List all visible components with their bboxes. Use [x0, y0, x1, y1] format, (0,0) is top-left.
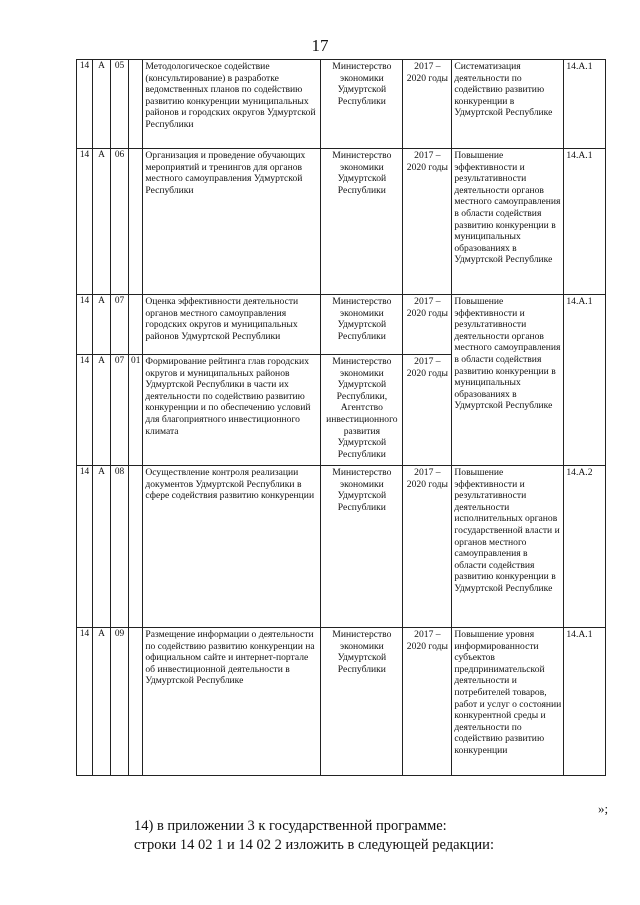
executor-cell: Министерство экономики Удмуртской Республики, Агентство инвестиционного развития Удмуртской Республики: [321, 355, 403, 466]
om-code-cell: 07: [111, 355, 129, 466]
m-code-cell: [129, 149, 143, 295]
indicator-cell: 14.A.2: [564, 466, 606, 628]
om-code-cell: 09: [111, 628, 129, 776]
m-code-cell: [129, 295, 143, 355]
table-row: [77, 295, 606, 355]
table-row: [77, 60, 606, 149]
om-code-cell: 07: [111, 295, 129, 355]
expected-result-cell: Повышение уровня информированности субъектов предпринимательской деятельности и потребителей товаров, работ и услуг о состоянии конкурентной среды и деятельности по содействию развитию конкуренции: [452, 628, 564, 776]
indicator-cell: 14.A.1: [564, 295, 606, 466]
indicator-cell: 14.A.1: [564, 149, 606, 295]
activity-name-cell: Оценка эффективности деятельности органов местного самоуправления городских округов и муниципальных районов Удмуртской Республики: [143, 295, 321, 355]
table-row: [77, 149, 606, 295]
pp-code-cell: A: [93, 466, 111, 628]
executor-cell: Министерство экономики Удмуртской Республики: [321, 295, 403, 355]
expected-result-cell: Повышение эффективности и результативности деятельности исполнительных органов государственной власти и органов местного самоуправления в области содействия развитию конкуренции в Удмуртской Республике: [452, 466, 564, 628]
indicator-cell: 14.A.1: [564, 60, 606, 149]
pp-code-cell: A: [93, 355, 111, 466]
gp-code-cell: 14: [77, 355, 93, 466]
m-code-cell: [129, 628, 143, 776]
executor-cell: Министерство экономики Удмуртской Республики: [321, 60, 403, 149]
activity-name-cell: Осуществление контроля реализации документов Удмуртской Республики в сфере содействия развитию конкуренции: [143, 466, 321, 628]
page-number: 17: [311, 36, 329, 55]
executor-cell: Министерство экономики Удмуртской Республики: [321, 466, 403, 628]
activity-name-cell: Методологическое содействие (консультирование) в разработке ведомственных планов по содействию развитию конкуренции муниципальных районов и городских округов Удмуртской Республики: [143, 60, 321, 149]
executor-cell: Министерство экономики Удмуртской Республики: [321, 628, 403, 776]
pp-code-cell: A: [93, 628, 111, 776]
m-code-cell: [129, 60, 143, 149]
activity-name-cell: Формирование рейтинга глав городских округов и муниципальных районов Удмуртской Республики в части их деятельности по содействию развитию конкуренции и по обеспечению условий для благоприятного инвестиционного климата: [143, 355, 321, 466]
indicator-cell: 14.A.1: [564, 628, 606, 776]
table-row: [77, 466, 606, 628]
activity-name-cell: Организация и проведение обучающих мероприятий и тренингов для органов местного самоуправления Удмуртской Республики: [143, 149, 321, 295]
period-cell: 2017 – 2020 годы: [403, 295, 452, 355]
expected-result-cell: Систематизация деятельности по содействию развитию конкуренции в Удмуртской Республике: [452, 60, 564, 149]
period-cell: 2017 – 2020 годы: [403, 466, 452, 628]
pp-code-cell: A: [93, 60, 111, 149]
period-cell: 2017 – 2020 годы: [403, 149, 452, 295]
om-code-cell: 05: [111, 60, 129, 149]
executor-cell: Министерство экономики Удмуртской Республики: [321, 149, 403, 295]
m-code-cell: 01: [129, 355, 143, 466]
program-activities-table: [76, 59, 606, 776]
expected-result-cell: Повышение эффективности и результативности деятельности органов местного самоуправления в области содействия развитию конкуренции в муниципальных образованиях в Удмуртской Республике: [452, 149, 564, 295]
gp-code-cell: 14: [77, 466, 93, 628]
gp-code-cell: 14: [77, 295, 93, 355]
amendment-line-2: строки 14 02 1 и 14 02 2 изложить в следующей редакции:: [134, 837, 494, 853]
gp-code-cell: 14: [77, 60, 93, 149]
table-row: [77, 628, 606, 776]
pp-code-cell: A: [93, 149, 111, 295]
closing-quote: »;: [598, 801, 609, 816]
gp-code-cell: 14: [77, 628, 93, 776]
expected-result-cell: Повышение эффективности и результативности деятельности органов местного самоуправления в области содействия развитию конкуренции в муниципальных образованиях в Удмуртской Республике: [452, 295, 564, 466]
om-code-cell: 06: [111, 149, 129, 295]
om-code-cell: 08: [111, 466, 129, 628]
activity-name-cell: Размещение информации о деятельности по содействию развитию конкуренции на официальном сайте и интернет-портале об инвестиционной деятельности в Удмуртской Республике: [143, 628, 321, 776]
period-cell: 2017 – 2020 годы: [403, 60, 452, 149]
period-cell: 2017 – 2020 годы: [403, 628, 452, 776]
period-cell: 2017 – 2020 годы: [403, 355, 452, 466]
pp-code-cell: A: [93, 295, 111, 355]
gp-code-cell: 14: [77, 149, 93, 295]
m-code-cell: [129, 466, 143, 628]
amendment-line-1: 14) в приложении 3 к государственной программе:: [134, 818, 447, 834]
